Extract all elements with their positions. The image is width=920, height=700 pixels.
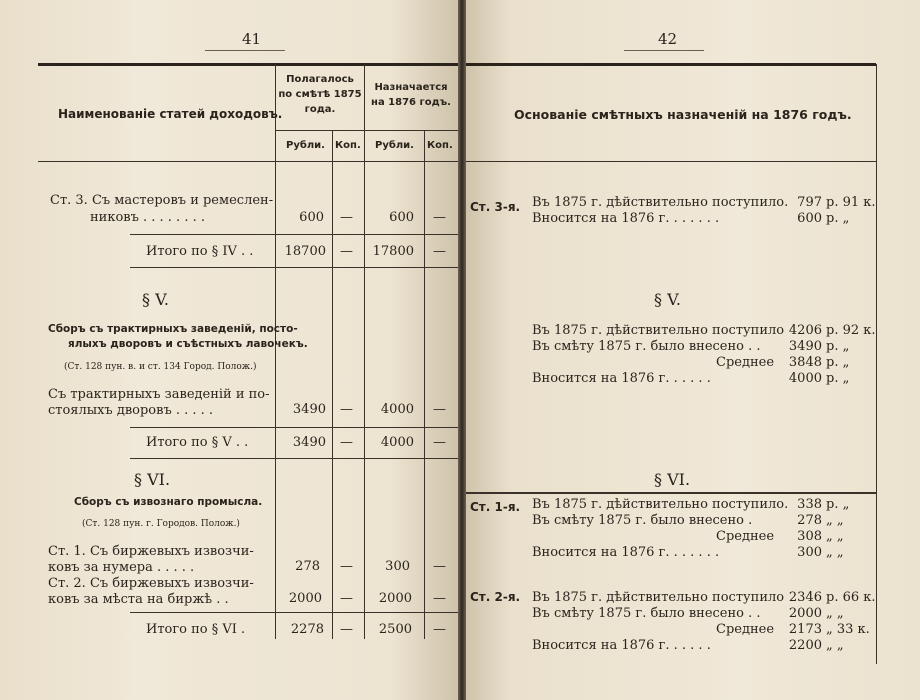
kop-st2-1875: — xyxy=(340,591,353,606)
section-vi-reference: (Ст. 128 пун. г. Городов. Полож.) xyxy=(82,519,240,529)
section-vi-heading: § VI. xyxy=(134,470,171,489)
b1-line2-value: 600 xyxy=(797,211,822,226)
section-vi-title: Сборъ съ извознаго промысла. xyxy=(74,496,263,508)
item-st3-line2: никовъ . . . . . . . . xyxy=(90,210,205,225)
page-number: 41 xyxy=(242,30,262,48)
kop-st3-1875: — xyxy=(340,210,353,225)
kop-st1-1875: — xyxy=(340,559,353,574)
section-v-title-line2: ялыхъ дворовъ и съѣстныхъ лавочекъ. xyxy=(68,338,308,350)
header-bottom-rule xyxy=(466,161,876,162)
total-iv-1875: 18700 xyxy=(284,244,326,259)
value-traktir-1876: 4000 xyxy=(380,402,414,417)
value-st2-1876: 2000 xyxy=(378,591,412,606)
b2-line1-unit: р. 92 к. xyxy=(826,323,876,338)
item-st1-line1: Ст. 1. Съ биржевыхъ извозчи- xyxy=(48,544,254,559)
kop-total-vi-1876: — xyxy=(433,622,446,637)
col-divider-kop1 xyxy=(332,130,333,639)
b4-line4: Вносится на 1876 г. . . . . . xyxy=(532,638,711,653)
page-number-rule xyxy=(205,50,285,51)
b2-line3-unit: р. „ xyxy=(826,355,850,370)
b4-line3-unit: „ 33 к. xyxy=(826,622,870,637)
header-item-names: Наименованіе статей доходовъ. xyxy=(58,107,283,121)
rule-before-total5 xyxy=(130,427,458,428)
value-traktir-1875: 3490 xyxy=(292,402,326,417)
b4-line2: Въ смѣту 1875 г. было внесено . . xyxy=(532,606,761,621)
item-st2-line2: ковъ за мѣста на биржѣ . . xyxy=(48,592,229,607)
header-kopeks-1876: Коп. xyxy=(427,140,453,151)
b1-line1: Въ 1875 г. дѣйствительно поступило. xyxy=(532,195,789,210)
article-label-st2: Ст. 2-я. xyxy=(470,590,521,604)
left-page xyxy=(0,0,458,700)
page-number: 42 xyxy=(658,30,678,48)
item-st1-line2: ковъ за нумера . . . . . xyxy=(48,560,195,575)
kop-traktir-1876: — xyxy=(433,402,446,417)
b3-line4-value: 300 xyxy=(797,545,822,560)
b1-line1-value: 797 xyxy=(797,195,822,210)
b2-line2-unit: р. „ xyxy=(826,339,850,354)
b1-line2-unit: р. „ xyxy=(826,211,850,226)
item-st3-line1: Ст. 3. Съ мастеровъ и ремеслен- xyxy=(50,193,274,208)
rule-after-total5 xyxy=(130,458,458,459)
header-1876: Назначается на 1876 годъ. xyxy=(371,82,451,108)
section-v-title-line1: Сборъ съ трактирныхъ заведеній, посто- xyxy=(48,323,298,335)
right-page xyxy=(466,0,920,700)
kop-traktir-1875: — xyxy=(340,402,353,417)
b4-line4-unit: „ „ xyxy=(826,638,844,653)
col-divider-kop2 xyxy=(424,130,425,639)
b3-line1-unit: р. „ xyxy=(826,497,850,512)
subheader-rule xyxy=(275,130,458,131)
b2-line4-unit: р. „ xyxy=(826,371,850,386)
article-label-st1: Ст. 1-я. xyxy=(470,500,521,514)
table-top-rule xyxy=(38,63,458,66)
b3-line3-value: 308 xyxy=(797,529,822,544)
value-st3-1876: 600 xyxy=(389,210,414,225)
total-v-label: Итого по § V . . xyxy=(146,435,249,450)
header-1875: Полагалось по смѣтѣ 1875 года. xyxy=(278,74,362,115)
b4-line3-value: 2173 xyxy=(788,622,822,637)
header-rubles-1876: Рубли. xyxy=(375,140,414,151)
b1-line2: Вносится на 1876 г. . . . . . . xyxy=(532,211,720,226)
b2-line3: Среднее xyxy=(716,355,775,370)
article-label-st3: Ст. 3-я. xyxy=(470,200,521,214)
total-v-1876: 4000 xyxy=(380,435,414,450)
b1-line1-unit: р. 91 к. xyxy=(826,195,876,210)
book-gutter xyxy=(458,0,466,700)
b3-line2-value: 278 xyxy=(797,513,822,528)
kop-st1-1876: — xyxy=(433,559,446,574)
rule-before-total4 xyxy=(130,234,458,235)
rule-after-total4 xyxy=(130,267,458,268)
total-vi-1875: 2278 xyxy=(290,622,324,637)
kop-total-v-1876: — xyxy=(433,435,446,450)
table-top-rule xyxy=(466,63,876,66)
b3-line3: Среднее xyxy=(716,529,775,544)
header-rubles-1875: Рубли. xyxy=(286,140,325,151)
kop-st2-1876: — xyxy=(433,591,446,606)
item-st2-line1: Ст. 2. Съ биржевыхъ извозчи- xyxy=(48,576,254,591)
page-number-rule xyxy=(624,50,704,51)
value-st1-1875: 278 xyxy=(295,559,320,574)
kop-total-iv-1876: — xyxy=(433,244,446,259)
b3-line3-unit: „ „ xyxy=(826,529,844,544)
section-vi-rule xyxy=(466,492,876,494)
kop-total-v-1875: — xyxy=(340,435,353,450)
b3-line4: Вносится на 1876 г. . . . . . . xyxy=(532,545,720,560)
value-st2-1875: 2000 xyxy=(288,591,322,606)
section-v-reference: (Ст. 128 пун. в. и ст. 134 Город. Полож.) xyxy=(64,362,257,372)
item-traktir-line1: Съ трактирныхъ заведеній и по- xyxy=(48,387,270,402)
total-iv-label: Итого по § IV . . xyxy=(146,244,254,259)
total-iv-1876: 17800 xyxy=(372,244,414,259)
section-v-heading: § V. xyxy=(142,290,169,309)
b2-line1-value: 4206 xyxy=(788,323,822,338)
total-v-1875: 3490 xyxy=(292,435,326,450)
b3-line1-value: 338 xyxy=(797,497,822,512)
section-vi-heading: § VI. xyxy=(654,470,691,489)
total-vi-1876: 2500 xyxy=(378,622,412,637)
b4-line3: Среднее xyxy=(716,622,775,637)
b2-line4: Вносится на 1876 г. . . . . . xyxy=(532,371,711,386)
b3-line2-unit: „ „ xyxy=(826,513,844,528)
value-st1-1876: 300 xyxy=(385,559,410,574)
item-traktir-line2: стоялыхъ дворовъ . . . . . xyxy=(48,403,214,418)
b3-line4-unit: „ „ xyxy=(826,545,844,560)
total-vi-label: Итого по § VI . xyxy=(146,622,246,637)
b2-line2: Въ смѣту 1875 г. было внесено . . xyxy=(532,339,761,354)
section-v-heading: § V. xyxy=(654,290,681,309)
kop-total-iv-1875: — xyxy=(340,244,353,259)
b4-line1: Въ 1875 г. дѣйствительно поступило xyxy=(532,590,785,605)
b3-line1: Въ 1875 г. дѣйствительно поступило. xyxy=(532,497,789,512)
header-basis: Основаніе смѣтныхъ назначеній на 1876 годъ. xyxy=(514,107,852,122)
col-divider-1876 xyxy=(364,64,365,639)
b4-line1-unit: р. 66 к. xyxy=(826,590,876,605)
b2-line3-value: 3848 xyxy=(788,355,822,370)
b4-line2-unit: „ „ xyxy=(826,606,844,621)
header-bottom-rule xyxy=(38,161,458,162)
kop-total-vi-1875: — xyxy=(340,622,353,637)
value-st3-1875: 600 xyxy=(299,210,324,225)
b2-line2-value: 3490 xyxy=(788,339,822,354)
b4-line2-value: 2000 xyxy=(788,606,822,621)
b2-line4-value: 4000 xyxy=(788,371,822,386)
rule-before-total6 xyxy=(130,612,458,613)
col-divider-1875 xyxy=(275,64,276,639)
kop-st3-1876: — xyxy=(433,210,446,225)
b4-line4-value: 2200 xyxy=(788,638,822,653)
b3-line2: Въ смѣту 1875 г. было внесено . xyxy=(532,513,753,528)
right-border xyxy=(876,64,877,664)
header-kopeks-1875: Коп. xyxy=(335,140,361,151)
b4-line1-value: 2346 xyxy=(788,590,822,605)
b2-line1: Въ 1875 г. дѣйствительно поступило xyxy=(532,323,785,338)
